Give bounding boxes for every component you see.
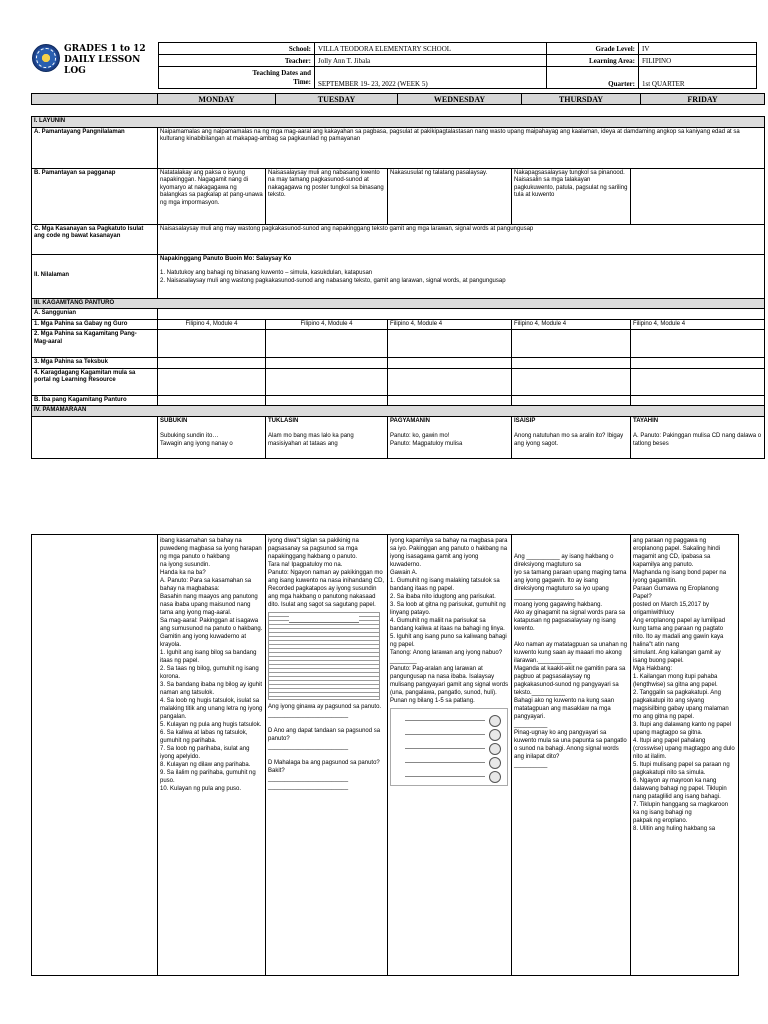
quarter-value: 1st QUARTER bbox=[639, 67, 757, 89]
phase-tayahin-text: A. Panuto: Pakinggan mulisa CD nang dalawa o tatlong beses bbox=[633, 433, 762, 447]
page2-subukin: ibang kasamahan sa bahay na puwedeng magbasa sa iyong harapan ng mga panuto o hakbang na iyong susundin. Handa ka na ba? A. Panuto: Para sa kasamahan sa bahay na magbabasa: Basahin nang maayos ang panutong nasa ibaba upang maisunod nang tama ang iyong mag-aaral. Sa mag-aaral: Pakinggan at isagawa ang sumusunod na panuto o hakbang. Gamitin ang iyong kuwaderno at krayola. 1. Iguhit ang isang bilog sa bandang itaas ng papel. 2. Sa taas ng bilog, gumuhit ng isang korona. 3. Sa bandang ibaba ng bilog ay iguhit naman ang tatsulok. 4. Sa loob ng hugis tatsulok, isulat sa malaking titik ang unang letra ng iyong pangalan. 5. Kulayan ng pula ang hugis tatsulok. 6. Sa kaliwa at labas ng tatsulok, gumuhit ng parihaba. 7. Sa loob ng parihaba, isulat ang iyong apelyido. 8. Kulayan ng dilaw ang parihaba. 9. Sa ilalim ng parihaba, gumuhit ng puso. 10. Kulayan ng pula ang puso. bbox=[158, 535, 266, 976]
pamamaraan-blank bbox=[32, 416, 158, 458]
section-pamamaraan: IV. PAMAMARAAN bbox=[32, 406, 765, 417]
page2-tuklasin bbox=[266, 535, 388, 976]
phase-isaisip bbox=[512, 416, 631, 458]
kasanayan-text: Naisasalaysay muli ang may wastong pagkakasunod-sunod ang napakinggang teksto gamit ang mga larawan, signal words at pangungusap bbox=[158, 224, 765, 254]
dates-label-line-2: Time: bbox=[293, 77, 311, 86]
deped-seal-icon bbox=[32, 44, 60, 72]
kasanayan-label: C. Mga Kasanayan sa Pagkatuto Isulat ang code ng bawat kasanayan bbox=[32, 224, 158, 254]
pagganap-wednesday: Nakasusulat ng talatang pasalaysay. bbox=[388, 168, 512, 224]
nilalaman-items: 1. Natutukoy ang bahagi ng binasang kuwento – simula, kasukdulan, katapusan 2. Naisasalaysay muli ang wastong pagkakasunod-sunod ang nabasang teksto, gamit ang larawan, signal words, at pangungusap bbox=[160, 270, 506, 284]
dates-label-line-1: Teaching Dates and bbox=[252, 68, 311, 77]
school-label: School: bbox=[159, 43, 315, 55]
pangnilalaman-label: A. Pamantayang Pangnilalaman bbox=[32, 127, 158, 168]
teacher-label: Teacher: bbox=[159, 55, 315, 67]
day-tuesday: TUESDAY bbox=[276, 94, 398, 105]
day-monday: MONDAY bbox=[158, 94, 276, 105]
day-wednesday: WEDNESDAY bbox=[398, 94, 522, 105]
phase-pagyamanin-title: PAGYAMANIN bbox=[390, 417, 431, 424]
nilalaman-title: Napakinggang Panuto Buoin Mo: Salaysay Ko bbox=[160, 255, 292, 262]
grade-value: IV bbox=[639, 43, 757, 55]
dates-label bbox=[159, 67, 315, 89]
page2-label-column bbox=[32, 535, 158, 976]
sanggunian-label: A. Sanggunian bbox=[32, 309, 158, 320]
quarter-label: Quarter: bbox=[547, 67, 639, 89]
title-line-2: DAILY LESSON LOG bbox=[64, 55, 141, 76]
section-kagamitan: III. KAGAMITANG PANTURO bbox=[32, 298, 765, 309]
phase-subukin-text: Subuking sundin ito… Tawagin ang iyong nanay o bbox=[160, 433, 233, 447]
karagdagang-label: 4. Karagdagang Kagamitan mula sa portal ng Learning Resource bbox=[32, 368, 158, 395]
phase-isaisip-text: Anong natutuhan mo sa aralin ito? Ibigay ang iyong sagot. bbox=[514, 433, 624, 447]
page2-pagyamanin bbox=[388, 535, 512, 976]
gabay-thursday: Filipino 4, Module 4 bbox=[512, 319, 631, 330]
pagganap-thursday: Nakapagsasalaysay tungkol sa pinanood. Naisasalin sa mga talakayan pagkukuwento, patula, pagsulat ng sariling tula at kuwento bbox=[512, 168, 631, 224]
page-two-table bbox=[31, 534, 739, 976]
day-friday: FRIDAY bbox=[641, 94, 765, 105]
gabay-label: 1. Mga Pahina sa Gabay ng Guro bbox=[32, 319, 158, 330]
weekday-blank bbox=[32, 94, 158, 105]
phase-subukin-title: SUBUKIN bbox=[160, 417, 188, 424]
phase-pagyamanin-text: Panuto: ko, gawin mo! Panuto: Magpatuloy mulisa bbox=[390, 433, 463, 447]
lesson-log-table bbox=[31, 116, 765, 459]
phase-tuklasin-title: TUKLASIN bbox=[268, 417, 299, 424]
grade-label: Grade Level: bbox=[547, 43, 639, 55]
area-label: Learning Area: bbox=[547, 55, 639, 67]
story-worksheet-image bbox=[268, 612, 380, 700]
sanggunian-blank bbox=[158, 309, 765, 320]
phase-isaisip-title: ISAISIP bbox=[514, 417, 536, 424]
phase-pagyamanin bbox=[388, 416, 512, 458]
teksbuk-label: 3. Mga Pahina sa Teksbuk bbox=[32, 358, 158, 369]
day-thursday: THURSDAY bbox=[522, 94, 641, 105]
phase-tuklasin bbox=[266, 416, 388, 458]
area-value: FILIPINO bbox=[639, 55, 757, 67]
document-title bbox=[64, 44, 158, 77]
page2-tuklasin-top: iyong diwa"t siglan sa pakikinig na pagsasanay sa pagsunod sa mga napakinggang hakbang o panuto. Tara na! Ipagpatuloy mo na. Panuto: Ngayon naman ay pakikinggan mo ang isang kuwento na nasa inihandang CD, Recorded pagkatapos ay iyong susundin ang mga hakbang o panutong nakasaad dito. Isulat ang sagot sa sagutang papel. bbox=[268, 538, 385, 608]
weekday-header bbox=[31, 93, 765, 105]
phase-subukin bbox=[158, 416, 266, 458]
gabay-wednesday: Filipino 4, Module 4 bbox=[388, 319, 512, 330]
school-value: VILLA TEODORA ELEMENTARY SCHOOL bbox=[315, 43, 547, 55]
pagganap-friday bbox=[631, 168, 765, 224]
pangnilalaman-text: Naipamamalas ang naipamamalas na ng mga mag-aaral ang kakayahan sa pagbasa, pagsulat at pakikipagtalastasan nang wasto upang maipahayag ang kaalaman, ideya at damdaming angkop sa kaniyang edad at sa kulturang kinabibilangan at makapag-ambag sa pagkaunlad ng pamayanan bbox=[158, 127, 765, 168]
page2-tuklasin-bottom: Ang iyong ginawa ay pagsunod sa panuto. ________________________ D Ano ang dapat tandaan sa pagsunod sa panuto? ________________________ D Mahalaga ba ang pagsunod sa panuto? Bakit? ________________________ ________________________ bbox=[268, 704, 382, 790]
teacher-value: Jolly Ann T. Jibala bbox=[315, 55, 547, 67]
title-line-1: GRADES 1 to 12 bbox=[64, 44, 146, 54]
page2-tayahin: ang paraan ng paggawa ng eroplanong papel. Sakaling hindi magamit ang CD, ipabasa sa kapamilya ang panuto. Maghanda ng isang bond paper na iyong gagamitin. Paraan Gumawa ng Eroplanong Papel? posted on March 15,2017 by origamiwithlucy Ang eroplanong papel ay lumilipad kung tama ang paraan ng pagtato nito. Ito ay madali ang gawin kaya halina"t atin nang simulant. Ang kailangan gamit ay isang buong papel. Mga Hakbang: 1. Kailangan mong itupi pahaba (lengthwise) sa gitna ang papel. 2. Tanggalin sa pagkakatupi. Ang pagkakatupi ito ang siyang magsisilbing gabay upang malaman mo ang gitna ng papel. 3. Itupi ang dalawang kanto ng papel upang magtagpo sa gitna. 4. Itupi ang papel pahalang (crosswise) upang magtagpo ang dulo nito at ilalim. 5. Itupi mulisang papel sa paraan ng pagkakatupi nito sa simula. 6. Ngayon ay mayroon ka nang dalawang bahagi ng papel. Tiklupin nang pataglilid ang isang bahagi. 7. Tiklupin hanggang sa magkaroon ka ng isang bahagi ng pakpak ng eroplano. 8. Ulitin ang huling hakbang sa bbox=[631, 535, 739, 976]
pagganap-monday: Natatalakay ang paksa o isyung napakinggan. Nagagamit nang di kyomaryo at nakagagawa ng balangkas sa pagkalap at pang-unawa ng mga impormasyon. bbox=[158, 168, 266, 224]
pagganap-label: B. Pamantayan sa pagganap bbox=[32, 168, 158, 224]
phase-tuklasin-text: Alam mo bang mas lalo ka pang masisiyahan at tataas ang bbox=[268, 433, 354, 447]
kagamitang-label: 2. Mga Pahina sa Kagamitang Pang- Mag-aaral bbox=[32, 330, 158, 358]
gabay-monday: Filipino 4, Module 4 bbox=[158, 319, 266, 330]
dates-value: SEPTEMBER 19- 23, 2022 (WEEK 5) bbox=[315, 67, 547, 89]
gabay-tuesday: Filipino 4, Module 4 bbox=[266, 319, 388, 330]
phase-tayahin-title: TAYAHIN bbox=[633, 417, 659, 424]
section-layunin: I. LAYUNIN bbox=[32, 117, 765, 128]
gabay-friday: Filipino 4, Module 4 bbox=[631, 319, 765, 330]
nilalaman-cell bbox=[158, 254, 765, 298]
iba-label: B. Iba pang Kagamitang Panturo bbox=[32, 395, 158, 406]
sequence-pictures-image bbox=[390, 708, 508, 786]
phase-tayahin bbox=[631, 416, 765, 458]
header-info-table bbox=[158, 42, 757, 89]
page2-pagyamanin-text: iyong kapamilya sa bahay na magbasa para sa iyo. Pakinggan ang panuto o hakbang na iyong isasagawa gamit ang iyong kuwaderno. Gawain A. 1. Gumuhit ng isang malaking tatsulok sa bandang itaas ng papel. 2. Sa ibaba nito idugtong ang parisukat. 3. Sa loob at gitna ng parisukat, gumuhit ng linyang patayo. 4. Gumuhit ng maliit na parisukat sa bandang kaliwa at itaas na bahagi ng linya. 5. Iguhit ang isang puno sa kaliwang bahagi ng papel. Tanong: Anong larawan ang iyong nabuo? ________ Panuto: Pag-aralan ang larawan at pangungusap na nasa ibaba. Isalaysay mulisang pangyayari gamit ang signal words (una, pangalawa, pangatlo, sunod, huli). Punan ng bilang 1-5 sa patlang. bbox=[390, 538, 509, 704]
pagganap-tuesday: Naisasalaysay muli ang nabasang kwento na may tamang pagkasunod-sunod at nakagagawa ng poster tungkol sa binasang teksto. bbox=[266, 168, 388, 224]
page-one bbox=[0, 0, 768, 478]
page2-isaisip: Ang __________ ay isang hakbang o direksiyong magtuturo sa iyo sa tamang paraan upang maging tama ang iyong gagawin. Ito ay isang direksiyong magtuturo sa iyo upang __________________ moang iyong gagawing hakbang. Ako ay ginagamit na signal words para sa katapusan ng pagsasalaysay ng isang kwento. Ako naman ay matatagpuan sa unahan ng kuwento kung saan ay maaari mo akong ilarawan.__________ Maganda at kaakit-akit ne gamitin para sa pagbuo at pagsasalaysay ng pagkakasunod-sunod ng pangyayari sa teksto.__________ Bahagi ako ng kuwento na kung saan matatagpuan ang masaklaw na mga pangyayari. __________ Pinag-ugnay ko ang pangyayari sa kuwento mula sa una papunta sa pangatlo o sunod na bahagi. Anong signal words ang inilapat dito? __________ bbox=[512, 535, 631, 976]
nilalaman-label: II. Nilalaman bbox=[32, 254, 158, 298]
